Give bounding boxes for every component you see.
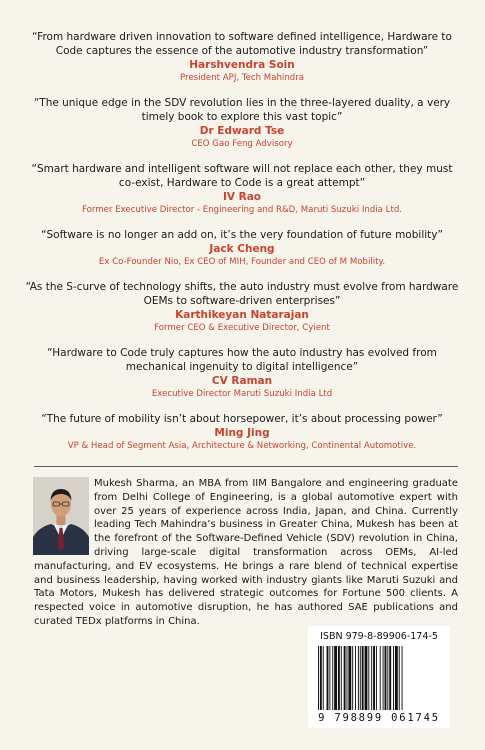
barcode-icon — [316, 646, 442, 710]
barcode-number: 9 798899 061745 — [318, 712, 440, 724]
endorsement — [22, 30, 462, 84]
endorser-role: Executive Director Maruti Suzuki India Ltd — [151, 389, 333, 399]
endorser-name: Jack Cheng — [209, 243, 275, 255]
endorsement — [22, 346, 462, 400]
endorsement-quote: “The unique edge in the SDV revolution lies in the three-layered duality, a very timely book to explore this vast topic” — [33, 97, 451, 123]
endorsement-quote: “From hardware driven innovation to software defined intelligence, Hardware to Code captures the essence of the automotive industry transformation” — [32, 31, 452, 57]
author-bio — [34, 477, 458, 629]
endorsement-quote: “Software is no longer an add on, it’s the very foundation of future mobility” — [41, 229, 443, 241]
endorser-name: Ming Jing — [214, 427, 270, 439]
endorser-name: Harshvendra Soin — [189, 59, 295, 71]
section-divider — [34, 466, 458, 467]
endorser-role: President APJ, Tech Mahindra — [179, 73, 305, 83]
endorsement — [22, 412, 462, 452]
endorser-role: CEO Gao Feng Advisory — [191, 139, 293, 149]
isbn-label: ISBN 979-8-89906-174-5 — [320, 631, 438, 642]
endorsements-section — [22, 30, 462, 464]
endorser-role: Former CEO & Executive Director, Cyient — [154, 323, 330, 333]
endorsement — [22, 280, 462, 334]
endorser-name: CV Raman — [211, 375, 273, 387]
endorsement-quote: “The future of mobility isn’t about horsepower, it’s about processing power” — [41, 413, 443, 425]
endorsement — [22, 96, 462, 150]
endorser-name: Karthikeyan Natarajan — [175, 309, 309, 321]
endorser-role: Ex Co-Founder Nio, Ex CEO of MIH, Founder and CEO of M Mobility. — [98, 257, 386, 267]
endorser-name: IV Rao — [222, 191, 262, 203]
endorser-role: Former Executive Director - Engineering and R&D, Maruti Suzuki India Ltd. — [81, 205, 403, 215]
author-bio-text: Mukesh Sharma, an MBA from IIM Bangalore and engineering graduate from Delhi College of Engineering, is a global automotive expert with over 25 years of experience across India, Japan, and China. Currently leading Tech Mahindra’s business in Greater China, Mukesh has been at the forefront of the Software-Defined Vehicle (SDV) revolution in China, driving large-scale digital transformation across OEMs, AI-led manufacturing, and EV ecosystems. He brings a rare blend of technical expertise and business leadership, having worked with industry giants like Maruti Suzuki and Tata Motors, Mukesh has delivered strategic outcomes for Fortune 500 clients. A respected voice in automotive disruption, he has authored SAE publications and curated TEDx platforms in China. — [34, 478, 458, 627]
endorser-role: VP & Head of Segment Asia, Architecture & Networking, Continental Automotive. — [67, 441, 417, 451]
endorsement-quote: “Hardware to Code truly captures how the auto industry has evolved from mechanical ingenuity to digital intelligence” — [47, 347, 437, 373]
isbn-barcode-block — [308, 626, 450, 728]
endorsement-quote: “As the S-curve of technology shifts, the auto industry must evolve from hardware OEMs to software-driven enterprises” — [25, 281, 459, 307]
endorsement-quote: “Smart hardware and intelligent software will not replace each other, they must co-exist, Hardware to Code is a great attempt” — [31, 163, 453, 189]
endorsement — [22, 162, 462, 216]
endorser-name: Dr Edward Tse — [199, 125, 285, 137]
endorsement — [22, 228, 462, 268]
